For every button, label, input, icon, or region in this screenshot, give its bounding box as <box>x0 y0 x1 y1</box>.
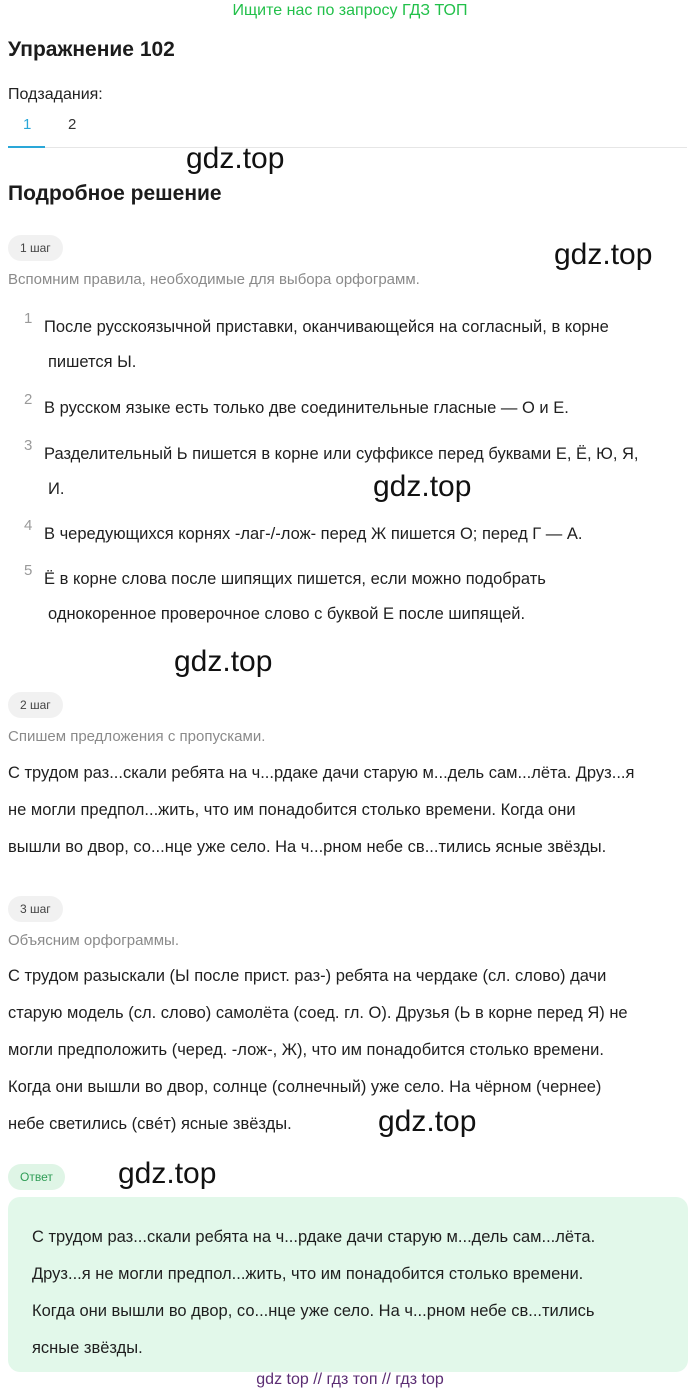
step-3-text <box>8 958 693 1143</box>
step-description-1: Вспомним правила, необходимые для выбора орфограмм. <box>8 271 420 288</box>
text-line: старую модель (сл. слово) самолёта (соед. гл. О). Друзья (Ь в корне перед Я) не <box>8 1004 628 1022</box>
text-line: Когда они вышли во двор, солнце (солнечный) уже село. На чёрном (чернее) <box>8 1078 602 1096</box>
solution-title: Подробное решение <box>8 182 222 205</box>
step-badge-2: 2 шаг <box>8 692 63 718</box>
text-line: С трудом раз...скали ребята на ч...рдаке дачи старую м...дель сам...лёта. <box>32 1228 596 1246</box>
rule-text-line: Ё в корне слова после шипящих пишется, если можно подобрать <box>44 570 546 588</box>
step-badge-1: 1 шаг <box>8 235 63 261</box>
watermark: gdz.top <box>378 1105 477 1138</box>
subtasks-label: Подзадания: <box>8 86 103 103</box>
step-description-3: Объясним орфограммы. <box>8 932 179 949</box>
text-line: вышли во двор, со...нце уже село. На ч...рном небе св...тились ясные звёзды. <box>8 838 607 856</box>
text-line: небе светились (свéт) ясные звёзды. <box>8 1115 292 1133</box>
rule-text-line: Разделительный Ь пишется в корне или суффиксе перед буквами Е, Ё, Ю, Я, <box>44 445 639 463</box>
step-2-text <box>8 755 693 866</box>
watermark: gdz.top <box>174 645 273 678</box>
tab-subtask-1[interactable]: 1 <box>23 116 32 133</box>
rule-text-line: однокоренное проверочное слово с буквой Е после шипящей. <box>48 605 526 623</box>
rule-number: 1 <box>24 310 33 327</box>
rule-text-line: В чередующихся корнях -лаг-/-лож- перед Ж пишется О; перед Г — А. <box>44 525 583 543</box>
watermark: gdz.top <box>373 470 472 503</box>
rule-text-line: пишется Ы. <box>48 353 137 371</box>
step-description-2: Спишем предложения с пропусками. <box>8 728 266 745</box>
text-line: Когда они вышли во двор, со...нце уже село. На ч...рном небе св...тились <box>32 1302 595 1320</box>
subtask-tabs <box>8 116 687 148</box>
text-line: ясные звёзды. <box>32 1339 143 1357</box>
step-badge-3: 3 шаг <box>8 896 63 922</box>
search-banner: Ищите нас по запросу ГДЗ ТОП <box>232 2 468 19</box>
active-tab-indicator <box>8 146 45 148</box>
rule-text-line: После русскоязычной приставки, оканчивающейся на согласный, в корне <box>44 318 609 336</box>
text-line: могли предположить (черед. -лож-, Ж), что им понадобится столько времени. <box>8 1041 604 1059</box>
answer-badge: Ответ <box>8 1164 65 1190</box>
text-line: не могли предпол...жить, что им понадобится столько времени. Когда они <box>8 801 576 819</box>
tab-subtask-2[interactable]: 2 <box>68 116 77 133</box>
rule-number: 3 <box>24 437 33 454</box>
answer-box <box>8 1197 688 1372</box>
text-line: С трудом раз...скали ребята на ч...рдаке дачи старую м...дель сам...лёта. Друз...я <box>8 764 635 782</box>
watermark: gdz.top <box>554 238 653 271</box>
rule-text-line: И. <box>48 480 65 498</box>
rule-number: 2 <box>24 391 33 408</box>
exercise-title: Упражнение 102 <box>8 38 175 61</box>
rule-text-line: В русском языке есть только две соединительные гласные — О и Е. <box>44 399 569 417</box>
rule-number: 5 <box>24 562 33 579</box>
rule-number: 4 <box>24 517 33 534</box>
watermark: gdz.top <box>186 142 285 175</box>
answer-text <box>32 1219 672 1367</box>
text-line: Друз...я не могли предпол...жить, что им понадобится столько времени. <box>32 1265 584 1283</box>
watermark: gdz.top <box>118 1157 217 1190</box>
text-line: С трудом разыскали (Ы после прист. раз-) ребята на чердаке (сл. слово) дачи <box>8 967 607 985</box>
footer-links: gdz top // гдз топ // гдз top <box>256 1371 444 1388</box>
